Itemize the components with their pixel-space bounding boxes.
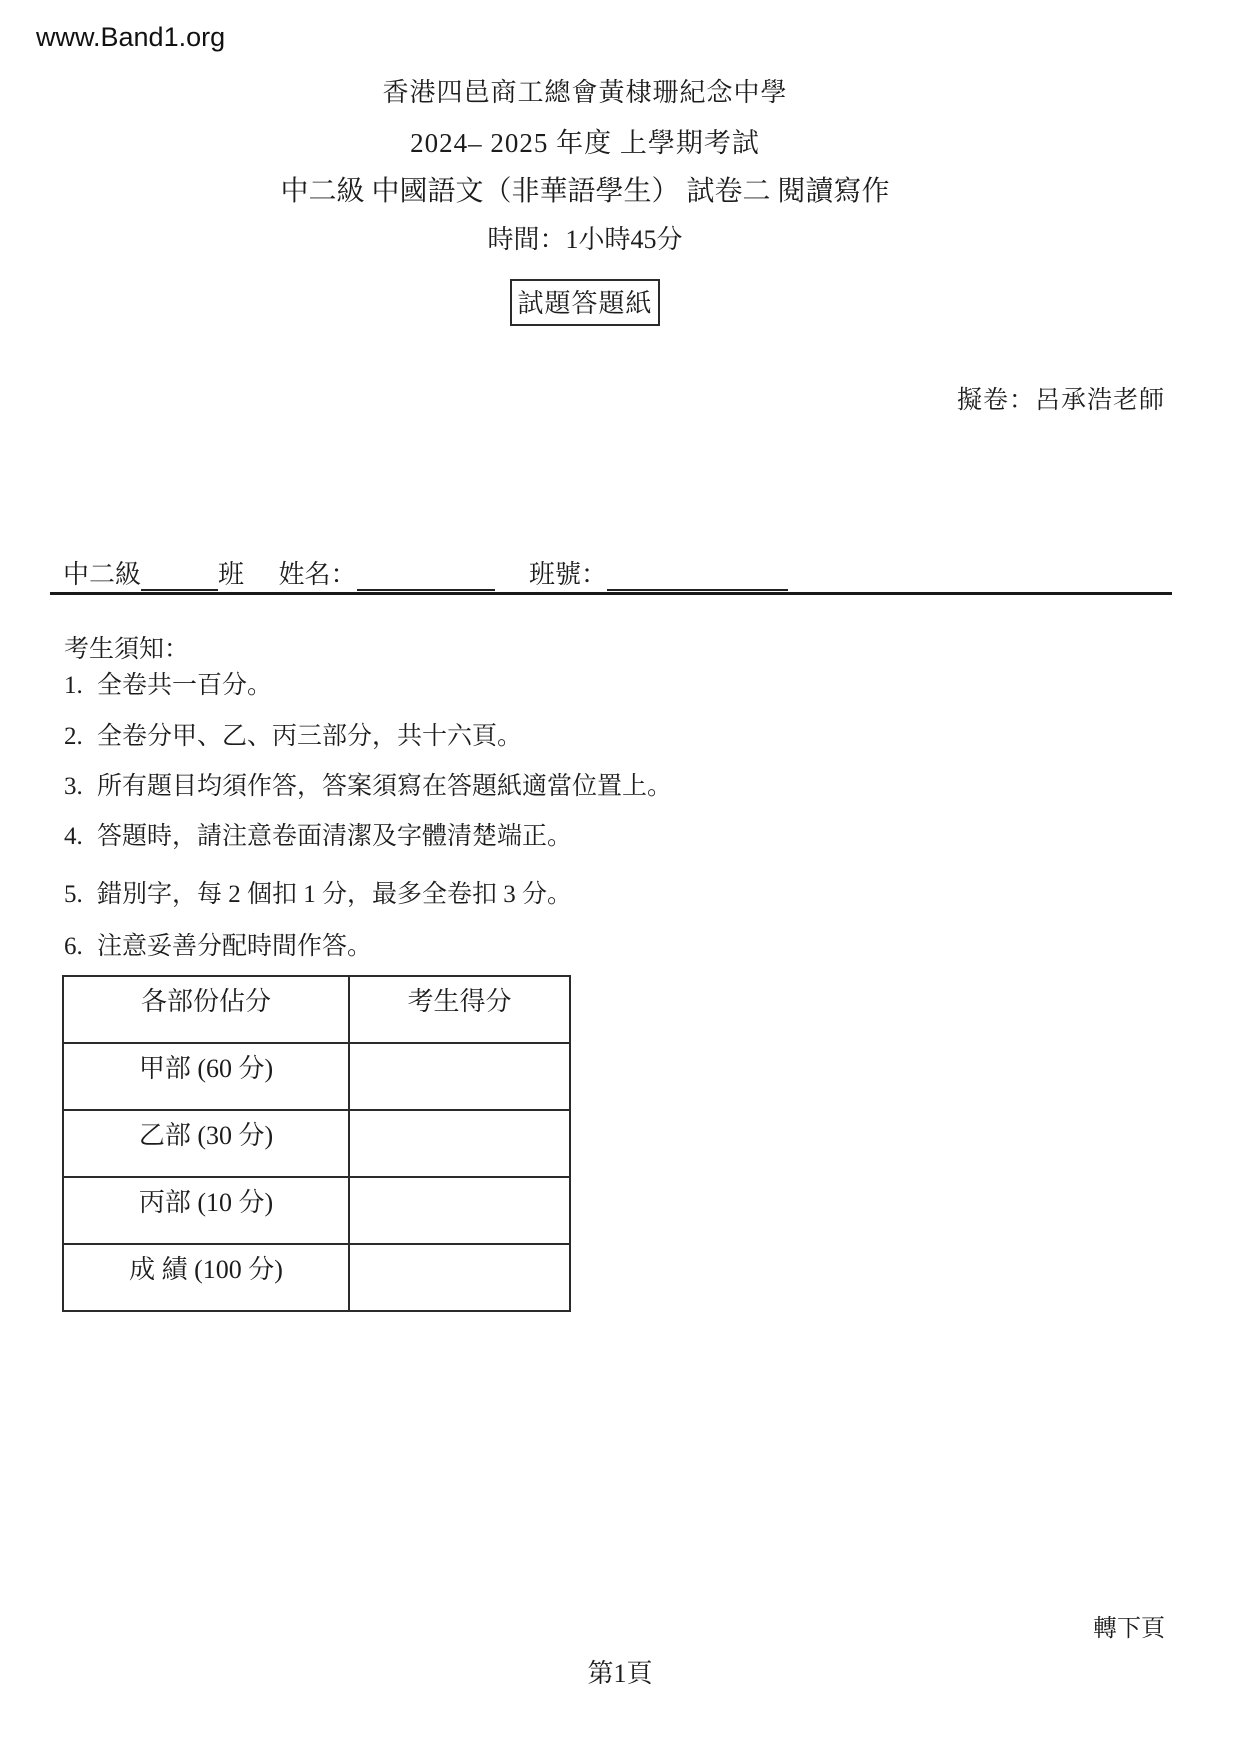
notice-item-number: 1. — [64, 672, 83, 699]
notice-item-1 — [64, 665, 272, 701]
name-label: 姓名： — [278, 560, 357, 589]
section-c-label: 丙部 (10 分) — [63, 1177, 349, 1244]
notice-item-number: 4. — [64, 823, 83, 850]
class-no-blank — [607, 559, 788, 591]
notice-item-text: 答題時，請注意卷面清潔及字體清楚端正。 — [97, 823, 573, 850]
notice-item-2 — [64, 716, 522, 752]
section-a-score-cell — [349, 1043, 570, 1110]
page-number: 第1頁 — [587, 1659, 653, 1688]
table-row — [63, 1110, 570, 1177]
notice-item-text: 所有題目均須作答，答案須寫在答題紙適當位置上。 — [97, 773, 673, 800]
class-suffix-label: 班 — [218, 560, 245, 589]
notice-item-5 — [64, 874, 572, 910]
school-name: 香港四邑商工總會黃棣珊紀念中學 — [382, 78, 788, 107]
time-allowed: 時間：1小時45分 — [487, 225, 683, 254]
notice-item-number: 6. — [64, 933, 83, 960]
paper-title: 中二級 中國語文（非華語學生） 試卷二 閱讀寫作 — [280, 176, 890, 207]
header-divider-rule — [50, 592, 1172, 595]
total-score-label: 成 績 (100 分) — [63, 1244, 349, 1311]
setter-line: 擬卷：呂承浩老師 — [956, 387, 1165, 414]
notice-item-text: 全卷分甲、乙、丙三部分，共十六頁。 — [97, 723, 523, 750]
notice-heading: 考生須知： — [64, 636, 190, 663]
class-blank — [141, 559, 218, 591]
notice-item-3 — [64, 766, 672, 802]
notice-item-text: 全卷共一百分。 — [97, 672, 273, 699]
notice-item-text: 錯別字，每 2 個扣 1 分，最多全卷扣 3 分。 — [97, 881, 573, 908]
class-no-label: 班號： — [529, 560, 608, 589]
table-row — [63, 1177, 570, 1244]
paper-type-box: 試題答題紙 — [510, 279, 659, 326]
notice-item-text: 注意妥善分配時間作答。 — [97, 933, 373, 960]
notice-item-number: 5. — [64, 881, 83, 908]
table-row — [63, 1244, 570, 1311]
notice-item-number: 3. — [64, 773, 83, 800]
section-b-label: 乙部 (30 分) — [63, 1110, 349, 1177]
score-table-header-sections: 各部份佔分 — [63, 976, 349, 1043]
site-watermark: www.Band1.org — [36, 22, 226, 52]
student-info-row — [63, 554, 788, 591]
paper-type-row — [50, 279, 1120, 326]
total-score-cell — [349, 1244, 570, 1311]
score-table-header-row — [63, 976, 570, 1043]
score-table — [62, 975, 571, 1312]
section-c-score-cell — [349, 1177, 570, 1244]
name-blank — [357, 559, 495, 591]
notice-item-6 — [64, 926, 372, 962]
next-page-note: 轉下頁 — [1093, 1616, 1165, 1642]
class-prefix-label: 中二級 — [63, 560, 142, 589]
section-b-score-cell — [349, 1110, 570, 1177]
exam-session: 2024– 2025 年度 上學期考試 — [410, 128, 760, 158]
section-a-label: 甲部 (60 分) — [63, 1043, 349, 1110]
notice-item-number: 2. — [64, 723, 83, 750]
notice-item-4 — [64, 816, 572, 852]
table-row — [63, 1043, 570, 1110]
score-table-header-marks: 考生得分 — [349, 976, 570, 1043]
